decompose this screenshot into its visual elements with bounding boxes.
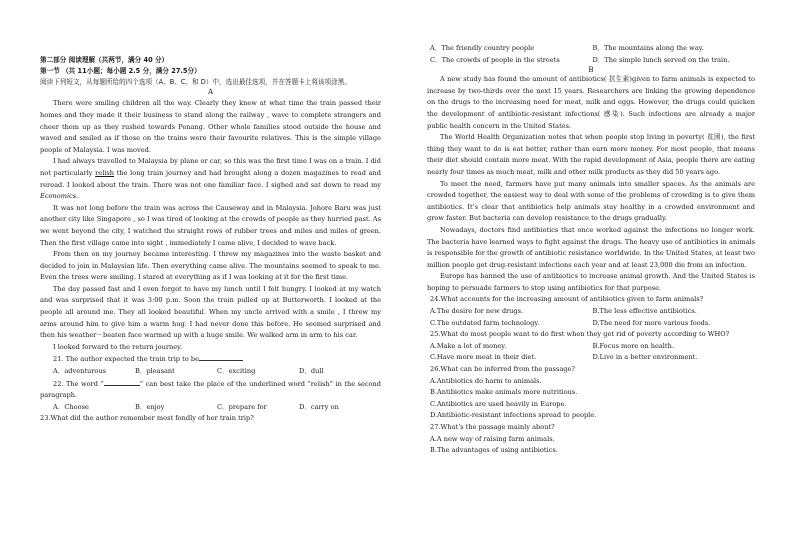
option-b[interactable]: B.Focus more on health. (592, 341, 674, 350)
question-23-options-row2 (427, 55, 755, 67)
passage-a-p2: I had always travelled to Malaysia by plane or car, so this was the first time I was on a train. I did not particularly relish the long train journey and had brought along a dozen magazines to read and reread. I looked about the train. There was not one familiar face. I sighed and sat down to read my Economics. (40, 157, 381, 201)
passage-a-p1: There were smiling children all the way. Clearly they knew at what time the train passed their homes and they made it their business to stand along the railway , wave to complete strangers and cheer them up as they rushed towards Penang. Other whole families stood outside the house and waved and smiled as if those on the trains were their favourite relatives. This is the simple village people of Malaysia. I was moved. (40, 99, 381, 154)
question-22-stem: 22. The word “ ” can best take the place of the underlined word “relish” in the second paragraph. (40, 379, 381, 400)
option-b[interactable]: B.The less effective antibiotics. (592, 307, 697, 316)
option-c[interactable]: C.The outdated farm technology. (430, 318, 540, 327)
passage-b-label: B (588, 66, 594, 75)
passage-a-p4: From then on my journey became interesting. I threw my magazines into the waste basket and decided to join in Malaysian life. Then everything came alive. The mountains seemed to speak to me. Even the trees were smiling. I stared at everything as if I was looking at it for the first time. (40, 250, 381, 282)
passage-b-p2: The World Health Organization notes that when people stop living in poverty( 贫困), the first thing they want to do is eat better, rather than earn more money. For most people, that means their diet should contain more meat. With the rapid development of Asia, people there are eating nearly four times as much meat, milk and other milk products as they did 50 years ago. (427, 133, 755, 176)
option-d[interactable]: D.Live in a better environment. (592, 353, 698, 362)
option-a[interactable]: A．The friendly country people (430, 44, 535, 52)
passage-a-p6: I looked forward to the return journey. (53, 342, 183, 351)
subsection-header: 第一节 （共 11小题；每小题 2.5 分，满分 27.5分） (40, 66, 201, 75)
question-23-options-row1 (427, 43, 755, 55)
option-d[interactable]: D．The simple lunch served on the train. (592, 55, 730, 64)
option-a[interactable]: A.The desire for new drugs. (430, 307, 524, 316)
passage-b-p5: Europe has banned the use of antibiotics to increase animal growth. And the United States is hoping to persuade farmers to stop using antibiotics for that purpose. (427, 272, 755, 292)
underlined-word-relish: relish (95, 168, 115, 177)
option-b[interactable]: B．The mountains along the way. (592, 44, 704, 52)
question-22-options (40, 402, 381, 414)
option-d[interactable]: D.Antibiotic-resistant infections spread to people. (430, 411, 597, 420)
option-c[interactable]: C．The crowds of people in the streets (430, 55, 560, 64)
passage-b-p1: A new study has found the amount of antibiotics( 抗生素)given to farm animals is expected to increase by two-thirds over the next 15 years. Researchers are linking the growing dependence on the drugs to the increasing need for meat, milk and eggs. However, the drugs could quicken the development of antibiotic-resistant infections( 感染). Such infections are already a major public health concern in the United States. (427, 75, 755, 130)
passage-b-p3: To meet the need, farmers have put many animals into smaller spaces. As the animals are crowded together, the easiest way to deal with some of the problems of crowding is to give them antibiotics. It’s clear that antibiotics help animals stay healthy in a crowded environment and grow faster. But bacteria can develop resistance to the drugs gradually. (427, 179, 755, 223)
passage-b-p4: Nowadays, doctors find antibiotics that once worked against the infections no longer work. The bacteria have learned ways to fight against the drugs. The heavy use of antibiotics in animals is responsible for the growth of antibiotic resistance worldwide. In the United States, at least two million people get drug-resistant infections each year and at least 23,000 die from an infection. (427, 225, 755, 269)
question-24-options-row1 (427, 306, 755, 318)
question-26-stem: 26.What can be inferred from the passage? (430, 365, 575, 374)
question-25-options-row2 (427, 352, 755, 364)
option-a[interactable]: A.Antibiotics do harm to animals. (430, 376, 542, 385)
right-column (427, 43, 755, 457)
option-b[interactable]: B．enjoy (135, 402, 165, 411)
question-21-options (40, 366, 381, 378)
passage-a-p5: The day passed fast and I even forgot to have my lunch until I felt hungry. I looked at my watch and was surprised that it was 3:00 p.m. Soon the train pulled up at Butterworth. I looked at the people all around me. They all looked beautiful. When my uncle arrived with a smile , I threw my arms around him to give him a warm hug. I had never done this before. He seemed surprised and then his weather－beaten face warmed up with a huge smile. We walked arm in arm to his car. (40, 284, 381, 340)
question-21-stem: 21. The author expected the train trip to be (40, 353, 381, 366)
answer-blank[interactable] (104, 378, 140, 386)
option-c[interactable]: C.Antibiotics are used heavily in Europe. (430, 399, 567, 408)
question-25-stem: 25.What do most people want to do first when they get rid of poverty according to WHO? (430, 330, 730, 339)
question-24-options-row2 (427, 318, 755, 330)
option-d[interactable]: D．dull (299, 367, 324, 376)
question-24-stem: 24.What accounts for the increasing amount of antibiotics given to farm animals? (430, 295, 704, 304)
option-a[interactable]: A．Choose (53, 402, 89, 411)
question-25-options-row1 (427, 341, 755, 353)
option-c[interactable]: C．exciting (217, 367, 256, 376)
option-a[interactable]: A．adventurous (53, 367, 107, 376)
answer-blank[interactable] (199, 353, 243, 361)
option-d[interactable]: D．carry on (299, 402, 339, 411)
section-header: 第二部分 阅读理解（共两节，满分 40 分） (40, 56, 169, 64)
passage-a-p3: It was not long before the train was across the Causeway and in Malaysia. Johore Baru was just another city like Singapore , so I was tired of looking at the crowds of people as they hurried past. As we went beyond the city, I watched the straight rows of rubber trees and miles and miles of green. Then the first village came into sight , immediately I came alive, I decided to wave back. (40, 203, 381, 247)
option-b[interactable]: B.The advantages of using antibiotics. (430, 446, 558, 455)
question-23-stem: 23.What did the author remember most fondly of her train trip? (40, 414, 254, 423)
option-a[interactable]: A.A new way of raising farm animals. (430, 434, 555, 443)
magazine-title: Economics (40, 192, 77, 201)
option-c[interactable]: C.Have more meat in their diet. (430, 353, 537, 362)
option-c[interactable]: C．prepare for (217, 402, 267, 411)
option-d[interactable]: D.The need for more various foods. (592, 318, 711, 327)
instructions: 阅读下列短文，从每题所给的四个选项（A、B、C、和 D）中，选出最佳选项，并在答题卡上将该项涂黑。 (40, 77, 351, 86)
option-b[interactable]: B.Antibiotics make animals more nutritious. (430, 388, 578, 397)
passage-a-label: A (207, 88, 214, 97)
question-27-stem: 27.What’s the passage mainly about? (430, 423, 555, 431)
option-b[interactable]: B．pleasant (135, 367, 175, 376)
left-column (40, 55, 381, 425)
option-a[interactable]: A.Make a lot of money. (430, 341, 507, 350)
